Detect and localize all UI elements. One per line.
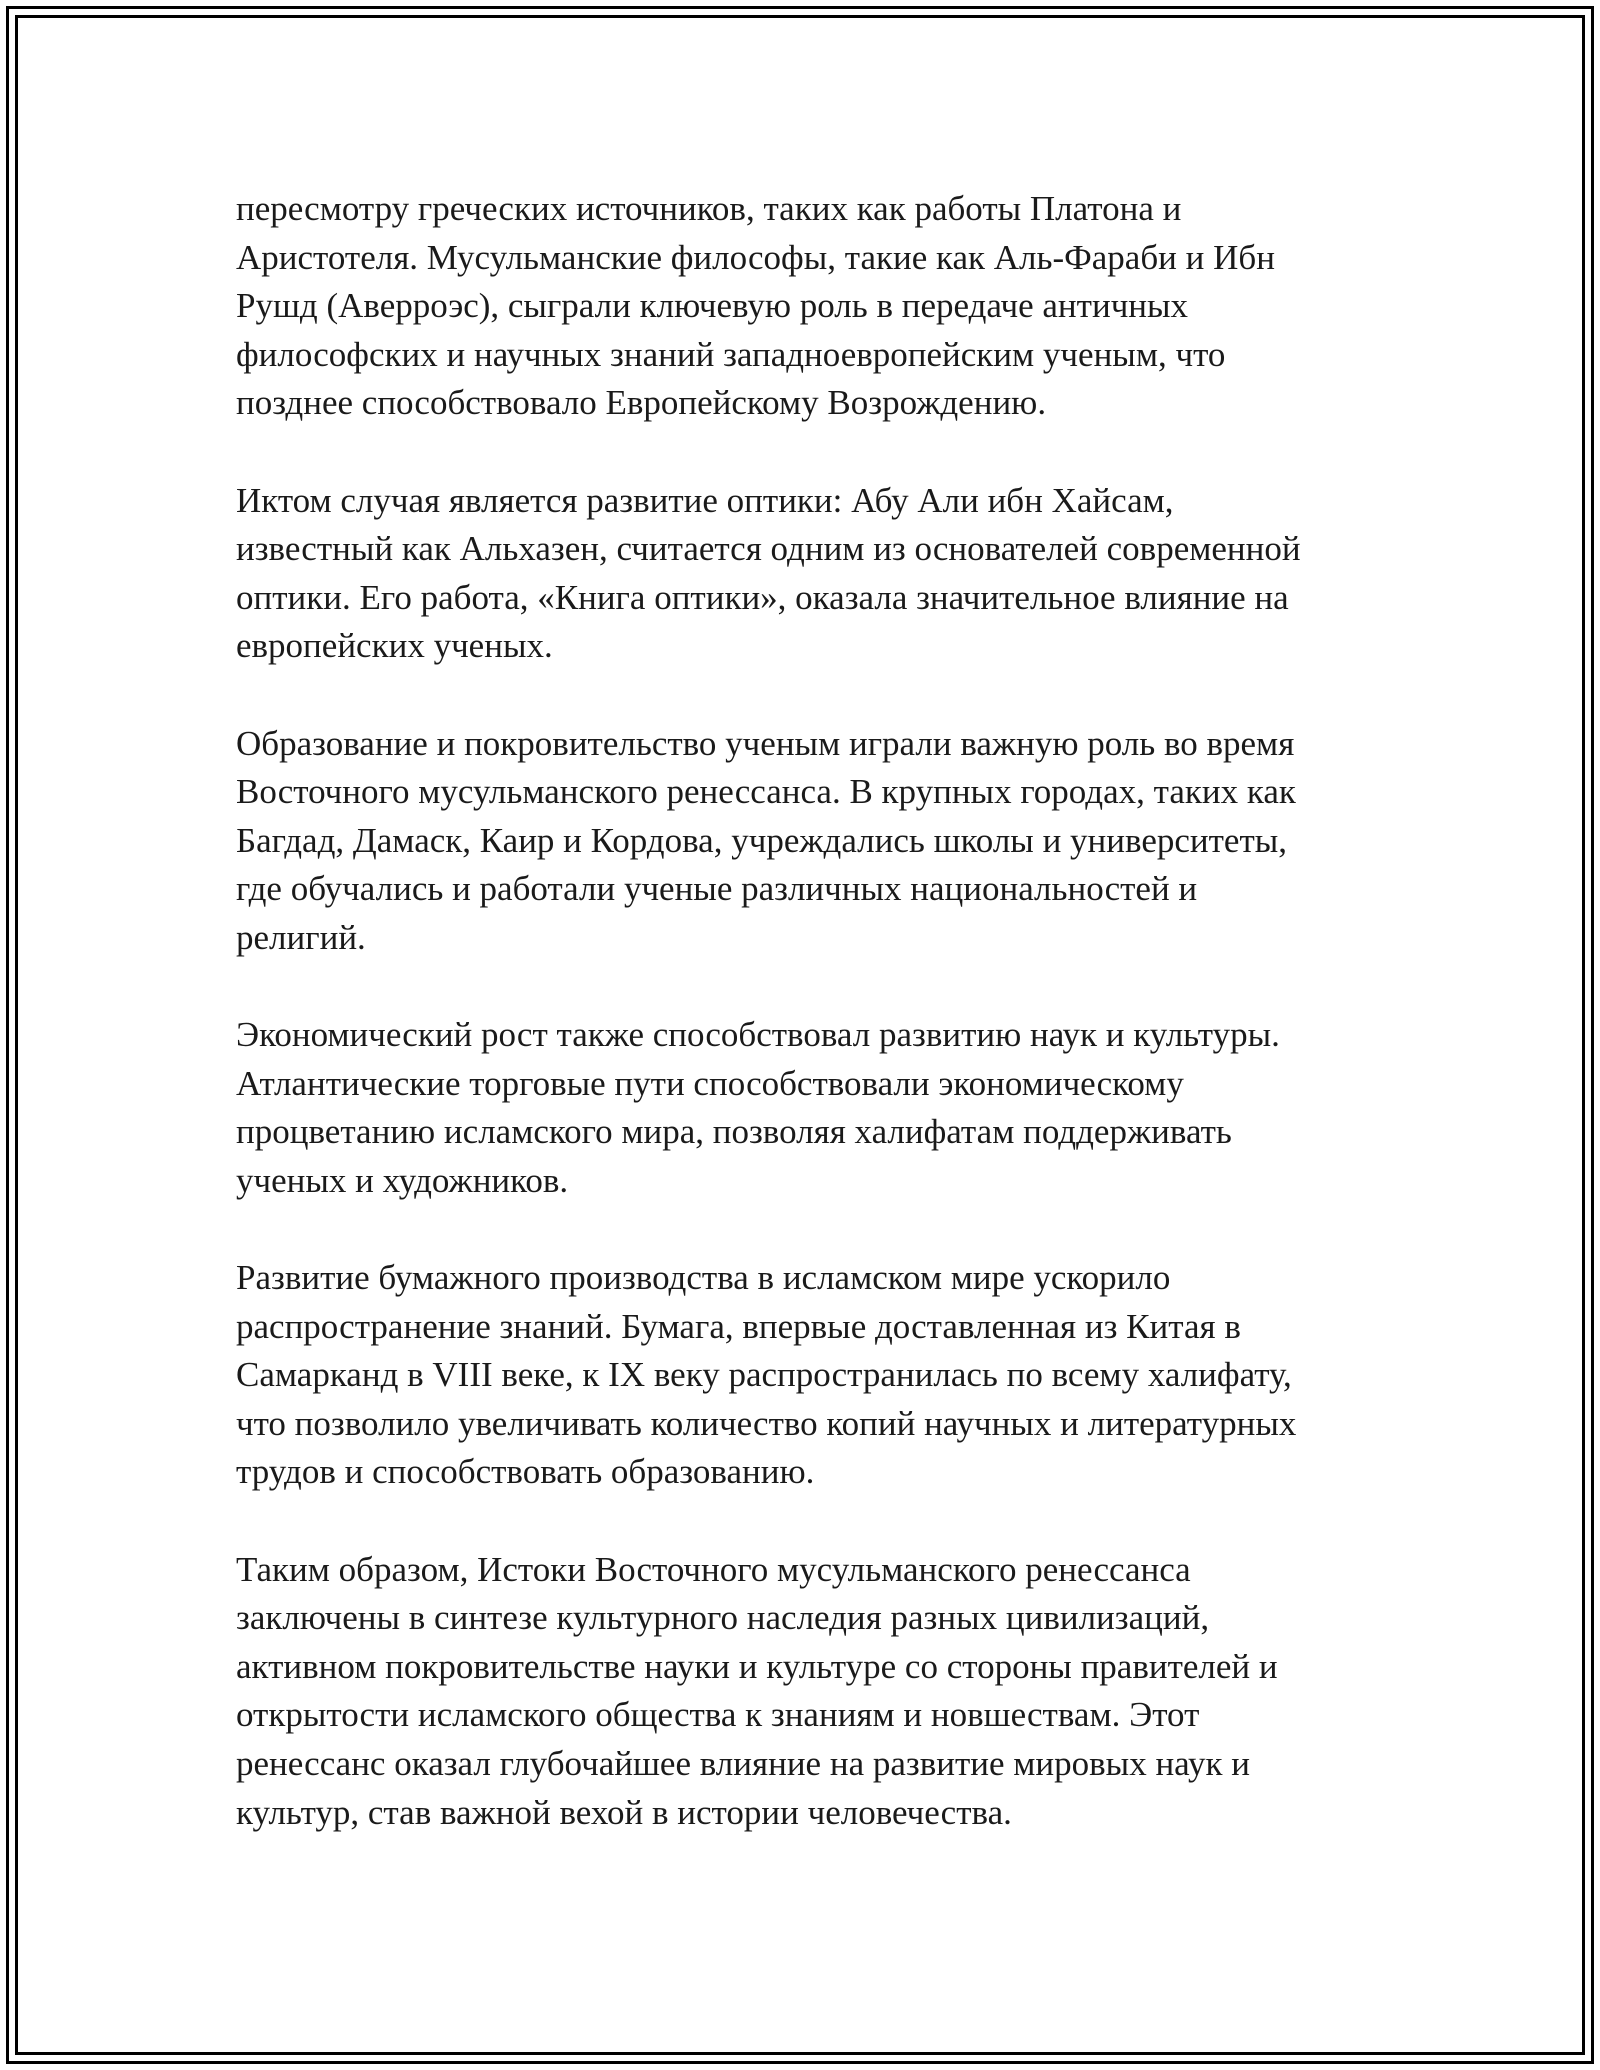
text-line: что позволило увеличивать количество копий научных и литературных bbox=[236, 1403, 1297, 1443]
text-line: Экономический рост также способствовал развитию наук и культуры. bbox=[236, 1015, 1280, 1055]
text-line: ренессанс оказал глубочайшее влияние на развитие мировых наук и bbox=[236, 1744, 1250, 1783]
text-line: оптики. Его работа, «Книга оптики», оказала значительное влияние на bbox=[236, 577, 1289, 617]
text-line: религий. bbox=[236, 917, 366, 957]
text-line: позднее способствовало Европейскому Возрождению. bbox=[236, 383, 1047, 423]
text-line: Самарканд в VIII веке, к IX веку распространилась по всему халифату, bbox=[236, 1355, 1292, 1395]
paragraph bbox=[236, 1011, 1396, 1205]
text-line: Иктом случая является развитие оптики: Абу Али ибн Хайсам, bbox=[236, 480, 1174, 520]
text-line: Рушд (Аверроэс), сыграли ключевую роль в передаче античных bbox=[236, 286, 1189, 326]
paragraph bbox=[236, 185, 1396, 428]
text-line: известный как Альхазен, считается одним из основателей современной bbox=[236, 529, 1301, 569]
text-line: Атлантические торговые пути способствовали экономическому bbox=[236, 1063, 1184, 1103]
text-line: европейских ученых. bbox=[236, 626, 553, 666]
text-line: открытости исламского общества к знаниям и новшествам. Этот bbox=[236, 1695, 1200, 1735]
text-line: активном покровительстве науки и культуре со стороны правителей и bbox=[236, 1646, 1278, 1686]
text-line: Восточного мусульманского ренессанса. В крупных городах, таких как bbox=[236, 772, 1296, 812]
paragraph bbox=[236, 477, 1396, 671]
text-line: где обучались и работали ученые различных национальностей и bbox=[236, 869, 1198, 909]
text-line: распространение знаний. Бумага, впервые доставленная из Китая в bbox=[236, 1306, 1241, 1346]
text-line: пересмотру греческих источников, таких как работы Платона и bbox=[236, 189, 1182, 228]
text-line: Развитие бумажного производства в исламском мире ускорило bbox=[236, 1258, 1171, 1298]
text-line: Таким образом, Истоки Восточного мусульманского ренессанса bbox=[236, 1549, 1191, 1589]
text-line: культур, став важной вехой в истории человечества. bbox=[236, 1792, 1012, 1832]
text-line: Аристотеля. Мусульманские философы, такие как Аль-Фараби и Ибн bbox=[236, 237, 1275, 277]
document-body bbox=[236, 185, 1396, 1886]
text-line: процветанию исламского мира, позволяя халифатам поддерживать bbox=[236, 1112, 1232, 1152]
paragraph bbox=[236, 720, 1396, 963]
text-line: трудов и способствовать образованию. bbox=[236, 1452, 815, 1492]
text-line: философских и научных знаний западноевропейским ученым, что bbox=[236, 334, 1226, 374]
text-line: Багдад, Дамаск, Каир и Кордова, учреждались школы и университеты, bbox=[236, 820, 1288, 860]
paragraph bbox=[236, 1546, 1396, 1838]
text-line: ученых и художников. bbox=[236, 1160, 569, 1200]
text-line: Образование и покровительство ученым играли важную роль во время bbox=[236, 723, 1295, 763]
text-line: заключены в синтезе культурного наследия разных цивилизаций, bbox=[236, 1598, 1210, 1638]
paragraph bbox=[236, 1254, 1396, 1497]
